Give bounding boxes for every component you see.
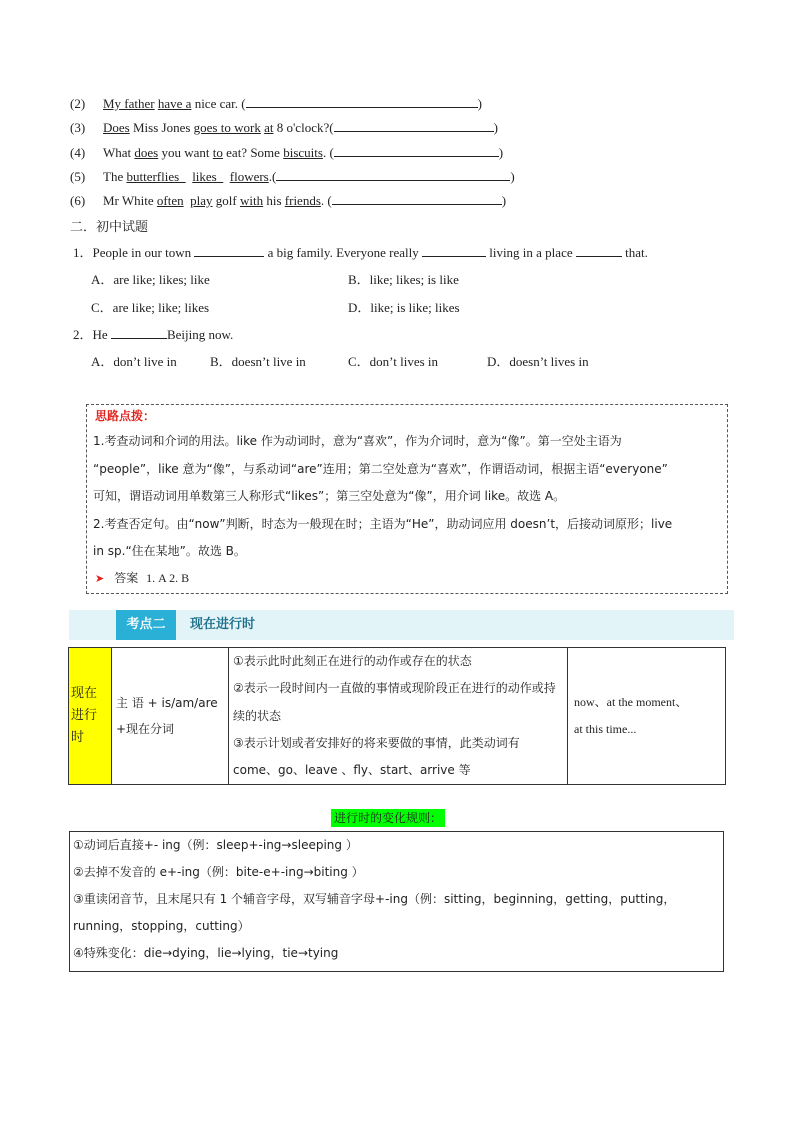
exercise-number: (2) [70, 96, 86, 111]
q1-option-d[interactable]: D．like; is like; likes [348, 300, 460, 315]
underlined-word: likes [192, 169, 224, 184]
usage-cell: ①表示此时此刻正在进行的动作或存在的状态 ②表示一段时间内一直做的事情或现阶段正在进行的动作或持续的状态 ③表示计划或者安排好的将来要做的事情，此类动词有 come、go、leave 、fly、start、arrive 等 [229, 648, 568, 785]
underlined-word: goes to work [193, 120, 261, 135]
exercise-item [70, 94, 482, 114]
q2-option-d[interactable]: D．doesn’t lives in [487, 354, 589, 369]
answer-blank[interactable] [194, 243, 264, 257]
hint-line: 可知，谓语动词用单数第三人称形式“likes”；第三空处意为“像”，用介词 like。故选 A。 [93, 489, 566, 503]
underlined-word: Does [103, 120, 130, 135]
underlined-word: biscuits [283, 145, 323, 160]
q1-option-b[interactable]: B．like; likes; is like [348, 272, 459, 287]
underlined-word: play [190, 193, 213, 208]
section-heading: 二．初中试题 [70, 220, 149, 235]
answer-blank[interactable] [246, 94, 478, 108]
q2-option-c[interactable]: C．don’t lives in [348, 354, 439, 369]
formula-cell: 主 语 + is/am/are +现在分词 [112, 648, 229, 785]
rules-title: 进行时的变化规则： [331, 809, 445, 827]
exercise-number: (4) [70, 145, 86, 160]
exercise-number: (6) [70, 193, 86, 208]
grammar-table [68, 647, 726, 785]
q1-option-a[interactable]: A．are like; likes; like [91, 272, 210, 287]
sentence-text: . ( [322, 145, 334, 160]
sentence-text: . ( [320, 193, 332, 208]
exercise-item [70, 143, 503, 163]
answer-blank[interactable] [334, 118, 494, 132]
q2-option-a[interactable]: A．don’t live in [91, 354, 177, 369]
sentence-text: Mr White [103, 193, 157, 208]
answer-blank[interactable] [111, 325, 167, 339]
closing-paren: ) [477, 96, 482, 111]
underlined-word: flowers [229, 169, 269, 184]
question-2: 2．He Beijing now. [73, 327, 234, 342]
answer-blank[interactable] [334, 143, 499, 157]
underlined-word: with [239, 193, 264, 208]
sentence-text: his [263, 193, 285, 208]
underlined-word: at [264, 120, 274, 135]
answer-blank[interactable] [276, 167, 510, 181]
rules-box [69, 831, 724, 972]
underlined-word: does [134, 145, 159, 160]
answer-text: 1. A 2. B [146, 571, 190, 585]
rule-item: ①动词后直接+- ing（例：sleep+-ing→sleeping ） [73, 838, 358, 852]
sentence-text: golf [212, 193, 240, 208]
sentence-text: 8 o'clock?( [273, 120, 334, 135]
hint-title: 思路点拨： [95, 409, 156, 423]
q1-option-c[interactable]: C．are like; like; likes [91, 300, 210, 315]
sentence-text: The [103, 169, 127, 184]
sentence-text: .( [268, 169, 277, 184]
sentence-text: you want [158, 145, 213, 160]
signal-words-cell: now、at the moment、 at this time... [568, 648, 726, 785]
underlined-word: have a [157, 96, 192, 111]
rule-item: ④特殊变化：die→dying，lie→lying，tie→tying [73, 946, 339, 960]
answer-blank[interactable] [332, 191, 502, 205]
underlined-word: often [156, 193, 184, 208]
hint-line: “people”，like 意为“像”，与系动词“are”连用；第二空处意为“喜欢”，作谓语动词，根据主语“everyone” [93, 462, 668, 476]
sentence-text: nice car. ( [191, 96, 246, 111]
underlined-word: butterflies [126, 169, 186, 184]
closing-paren: ) [493, 120, 498, 135]
rule-item: ③重读闭音节，且末尾只有 1 个辅音字母，双写辅音字母+-ing（例：sitting，beginning，getting，putting， [73, 892, 676, 906]
exercise-number: (3) [70, 120, 86, 135]
answer-label: 答案 [114, 571, 139, 585]
answer-line [95, 569, 189, 586]
question-number: 1． [73, 245, 93, 260]
q2-option-b[interactable]: B．doesn’t live in [210, 354, 306, 369]
topic-tag: 考点二 [116, 610, 176, 640]
sentence-text: What [103, 145, 135, 160]
closing-paren: ) [510, 169, 515, 184]
arrow-icon: ➤ [95, 572, 105, 585]
hint-line: 2.考查否定句。由“now”判断，时态为一般现在时；主语为“He”，助动词应用 doesn’t，后接动词原形；live [93, 517, 673, 531]
rule-item: ②去掉不发音的 e+-ing（例：bite-e+-ing→biting ） [73, 865, 364, 879]
closing-paren: ) [501, 193, 507, 208]
underlined-word: My father [103, 96, 155, 111]
exercise-item [70, 118, 498, 138]
topic-banner [69, 610, 734, 640]
topic-title: 现在进行时 [190, 617, 256, 632]
underlined-word: to [212, 145, 223, 160]
exercise-item [70, 191, 506, 211]
exercise-number: (5) [70, 169, 86, 184]
sentence-text: Miss Jones [129, 120, 194, 135]
underlined-word: friends [284, 193, 321, 208]
hint-box [86, 404, 728, 594]
rule-item: running，stopping，cutting） [73, 919, 250, 933]
sentence-text: eat? Some [222, 145, 284, 160]
closing-paren: ) [498, 145, 504, 160]
hint-line: 1.考查动词和介词的用法。like 作为动词时，意为“喜欢”，作为介词时，意为“像”。第一空处主语为 [93, 434, 622, 448]
question-1: 1．People in our town a big family. Everyone really living in a place that. [73, 245, 648, 260]
answer-blank[interactable] [422, 243, 486, 257]
tense-cell: 现在进行时 [69, 648, 112, 785]
table-row [69, 648, 726, 785]
answer-blank[interactable] [576, 243, 622, 257]
exercise-item [70, 167, 515, 187]
hint-line: in sp.“住在某地”。故选 B。 [93, 544, 246, 558]
question-number: 2． [73, 327, 93, 342]
